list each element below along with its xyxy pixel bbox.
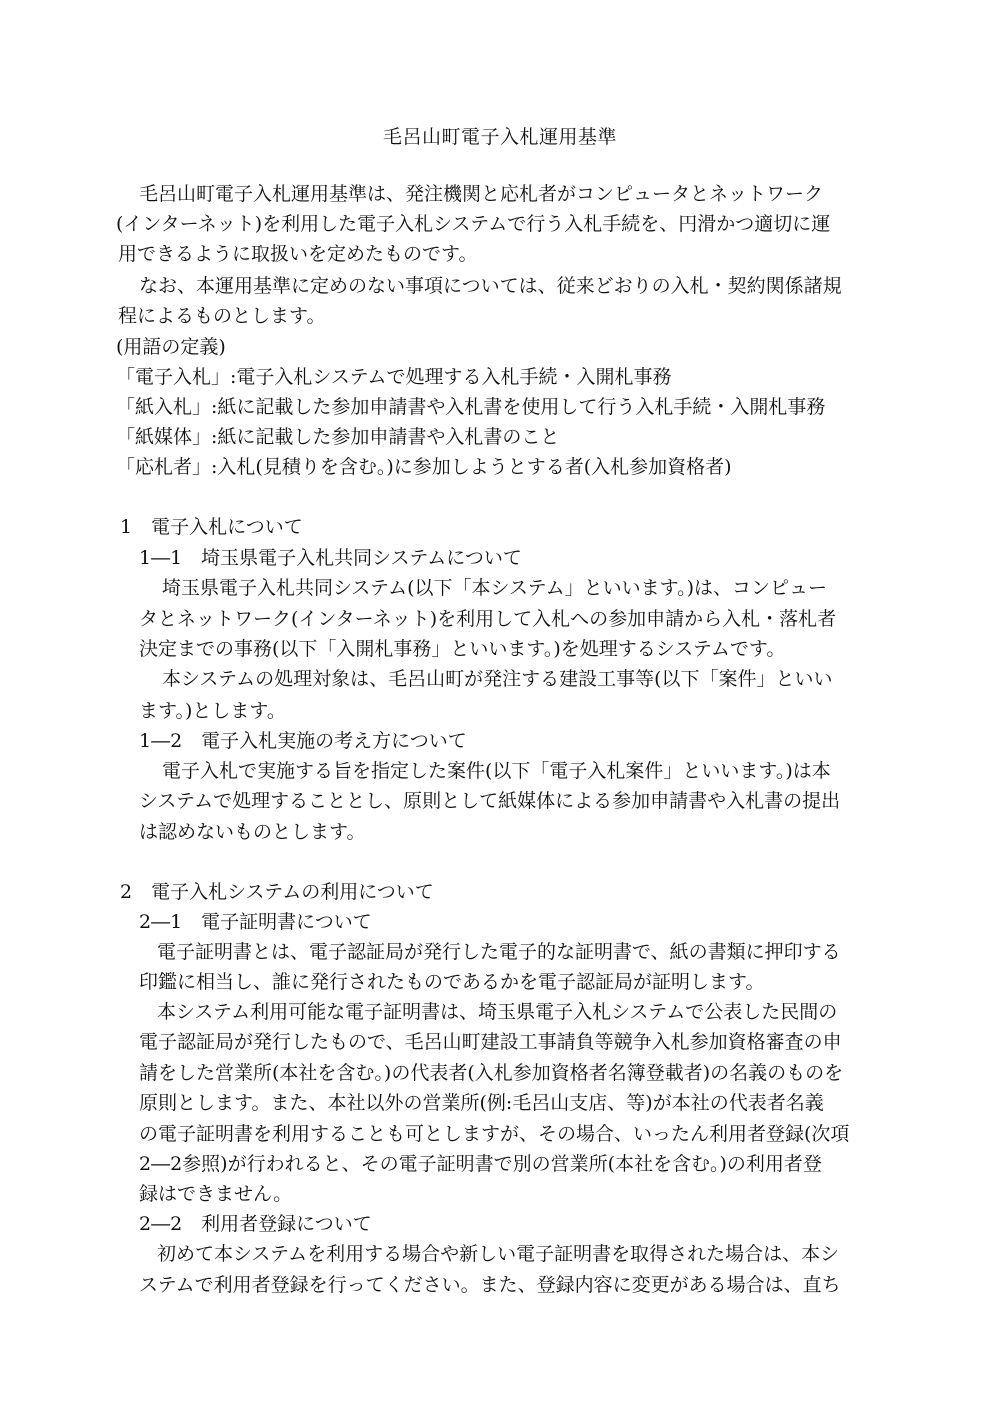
paragraph-line: 電子認証局が発行したもので、毛呂山町建設工事請負等競争入札参加資格審査の申	[139, 1031, 842, 1053]
definition-item: 「紙入札」:紙に記載した参加申請書や入札書を使用して行う入札手続・入開札事務	[116, 396, 826, 418]
paragraph-line: なお、本運用基準に定めのない事項については、従来どおりの入札・契約関係諸規	[139, 275, 842, 297]
paragraph-line: 印鑑に相当し、誰に発行されたものであるかを電子認証局が証明します。	[139, 971, 765, 993]
paragraph-line: 初めて本システムを利用する場合や新しい電子証明書を取得された場合は、本シ	[157, 1243, 840, 1265]
section-heading: 1 電子入札について	[120, 516, 303, 538]
paragraph-line: 程によるものとします。	[118, 305, 326, 327]
paragraph-line: 本システム利用可能な電子証明書は、埼玉県電子入札システムで公表した民間の	[157, 1001, 838, 1023]
paragraph-line: ます。)とします。	[139, 700, 286, 722]
paragraph-line: 毛呂山町電子入札運用基準は、発注機関と応札者がコンピュータとネットワーク	[139, 183, 824, 205]
definition-item: 「紙媒体」:紙に記載した参加申請書や入札書のこと	[116, 426, 560, 448]
paragraph-line: 原則とします。また、本社以外の営業所(例:毛呂山支店、等)が本社の代表者名義	[139, 1092, 824, 1114]
section-heading: 2 電子入札システムの利用について	[120, 881, 434, 903]
definition-item: 「電子入札」:電子入札システムで処理する入札手続・入開札事務	[116, 366, 672, 388]
paragraph-line: 用できるように取扱いを定めたものです。	[118, 243, 478, 265]
paragraph-line: 録はできません。	[139, 1183, 293, 1205]
definition-item: 「応札者」:入札(見積りを含む。)に参加しようとする者(入札参加資格者)	[116, 456, 732, 478]
subsection-heading: 1―1 埼玉県電子入札共同システムについて	[139, 547, 522, 569]
paragraph-line: タとネットワーク(インターネット)を利用して入札への参加申請から入札・落札者	[139, 608, 837, 630]
paragraph-line: 決定までの事務(以下「入開札事務」といいます。)を処理するシステムです。	[139, 638, 786, 660]
paragraph-line: 2―2参照)が行われると、その電子証明書で別の営業所(本社を含む。)の利用者登	[139, 1153, 822, 1175]
paragraph-line: 埼玉県電子入札共同システム(以下「本システム」といいます。)は、コンピュー	[162, 577, 828, 599]
subsection-heading: 2―1 電子証明書について	[139, 911, 372, 933]
paragraph-line: (インターネット)を利用した電子入札システムで行う入札手続を、円滑かつ適切に運	[116, 213, 831, 235]
subsection-heading: 2―2 利用者登録について	[139, 1213, 372, 1235]
subsection-heading: 1―2 電子入札実施の考え方について	[139, 730, 467, 752]
paragraph-line: 請をした営業所(本社を含む。)の代表者(入札参加資格者名簿登載者)の名義のものを	[139, 1062, 844, 1084]
paragraph-line: は認めないものとします。	[139, 821, 366, 843]
paragraph-line: 電子入札で実施する旨を指定した案件(以下「電子入札案件」といいます。)は本	[162, 760, 831, 782]
section-heading: (用語の定義)	[116, 336, 226, 358]
paragraph-line: ステムで利用者登録を行ってください。また、登録内容に変更がある場合は、直ち	[139, 1274, 841, 1296]
paragraph-line: の電子証明書を利用することも可としますが、その場合、いったん利用者登録(次項	[139, 1123, 850, 1145]
document-title: 毛呂山町電子入札運用基準	[382, 126, 617, 148]
paragraph-line: システムで処理することとし、原則として紙媒体による参加申請書や入札書の提出	[139, 790, 841, 812]
paragraph-line: 電子証明書とは、電子認証局が発行した電子的な証明書で、紙の書類に押印する	[157, 941, 841, 963]
paragraph-line: 本システムの処理対象は、毛呂山町が発注する建設工事等(以下「案件」といい	[162, 668, 833, 690]
